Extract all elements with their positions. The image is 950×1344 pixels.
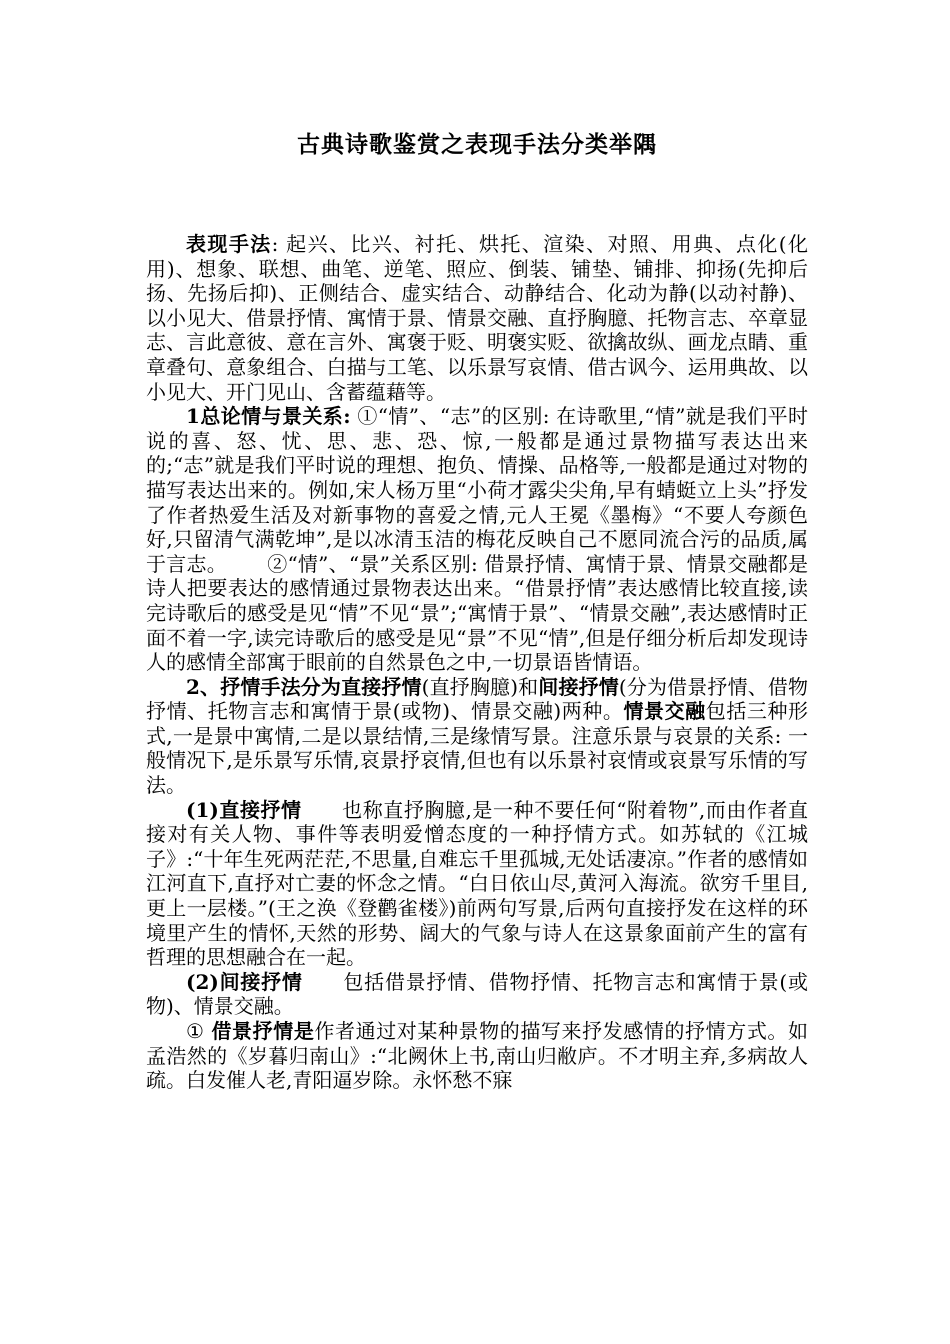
- paragraph-indirect-lyric: [146, 970, 808, 1019]
- section-2-text-a: (直抒胸臆)和: [421, 674, 539, 699]
- document-page: [146, 130, 808, 1093]
- techniques-text: : 起兴、比兴、衬托、烘托、渲染、对照、用典、点化(化用)、想象、联想、曲笔、逆笔、照应、倒装、铺垫、铺排、抑扬(先抑后扬、先扬后抑)、正侧结合、虚实结合、动静结合、化动为静(以动衬静)、以小见大、借景抒情、寓情于景、情景交融、直抒胸臆、托物言志、卒章显志、言此意彼、意在言外、寓褒于贬、明褒实贬、欲擒故纵、画龙点睛、重章叠句、意象组合、白描与工笔、以乐景写哀情、借古讽今、运用典故、以小见大、开门见山、含蓄蕴藉等。: [146, 232, 808, 404]
- paragraph-emotion-scenery: [146, 404, 808, 675]
- scenery-lyric-label: 借景抒情是: [211, 1019, 315, 1043]
- section-2-text-b: (分为借景抒情、借物抒情、托物言志和寓情于景(或物)、情景交融)两种。: [146, 674, 809, 724]
- section-1-text-a: ①“情”、“志”的区别: 在诗歌里,“情”就是我们平时说的喜、怒、忧、思、悲、恐、惊,一般都是通过景物描写表达出来的;“志”就是我们平时说的理想、抱负、情操、品格等,一般都是通过对物的描写表达出来的。例如,宋人杨万里“小荷才露尖尖角,早有蜻蜓立上头”抒发了作者热爱生活及对新事物的喜爱之情,元人王冕《墨梅》“不要人夸颜色好,只留清气满乾坤”,是以冰清玉洁的梅花反映自己不愿同流合污的品质,属于言志。: [146, 404, 808, 576]
- direct-lyric-text: 也称直抒胸臆,是一种不要任何“附着物”,而由作者直接对有关人物、事件等表明爱憎态度的一种抒情方式。如苏轼的《江城子》:“十年生死两茫茫,不思量,自难忘千里孤城,无处话凄凉。”作者的感情如江河直下,直抒对亡妻的怀念之情。“白日依山尽,黄河入海流。欲穷千里目,更上一层楼。”(王之涣《登鹳雀楼》)前两句写景,后两句直接抒发在这样的环境里产生的情怀,天然的形势、阔大的气象与诗人在这景象面前产生的富有哲理的思想融合在一起。: [146, 797, 809, 970]
- paragraph-direct-lyric: [146, 798, 808, 970]
- direct-lyric-label: (1)直接抒情: [186, 797, 302, 822]
- paragraph-lyric-methods: [146, 675, 808, 798]
- blend-label: 情景交融: [623, 699, 706, 724]
- scenery-lyric-prefix: ①: [186, 1019, 212, 1043]
- section-1-label: 1总论情与景关系:: [186, 404, 351, 429]
- section-2-label: 2、抒情手法分为直接抒情: [186, 674, 422, 699]
- scenery-lyric-text: 作者通过对某种景物的描写来抒发感情的抒情方式。如孟浩然的《岁暮归南山》:“北阙休上书,南山归敝庐。不才明主弃,多病故人疏。白发催人老,青阳逼岁除。永怀愁不寐: [146, 1019, 808, 1093]
- indirect-lyric-text: 包括借景抒情、借物抒情、托物言志和寓情于景(或物)、情景交融。: [146, 969, 808, 1019]
- paragraph-scenery-lyric: [146, 1019, 808, 1093]
- paragraph-techniques: [146, 232, 808, 404]
- section-1-text-b: ②“情”、“景”关系区别: 借景抒情、寓情于景、情景交融都是诗人把要表达的感情通过景物表达出来。“借景抒情”表达感情比较直接,读完诗歌后的感受是见“情”不见“景”;“寓情于景”、“情景交融”,表达感情时正面不着一字,读完诗歌后的感受是见“景”不见“情”,但是仔细分析后却发现诗人的感情全部寓于眼前的自然景色之中,一切景语皆情语。: [146, 551, 809, 675]
- indirect-label: 间接抒情: [538, 674, 619, 699]
- techniques-label: 表现手法: [186, 232, 272, 256]
- document-title: 古典诗歌鉴赏之表现手法分类举隅: [297, 131, 657, 158]
- section-2-text-c: 包括三种形式,一是景中寓情,二是以景结情,三是缘情写景。注意乐景与哀景的关系: 一般情况下,是乐景写乐情,哀景抒哀情,但也有以乐景衬哀情或哀景写乐情的写法。: [146, 699, 809, 798]
- indirect-lyric-label: (2)间接抒情: [186, 969, 303, 994]
